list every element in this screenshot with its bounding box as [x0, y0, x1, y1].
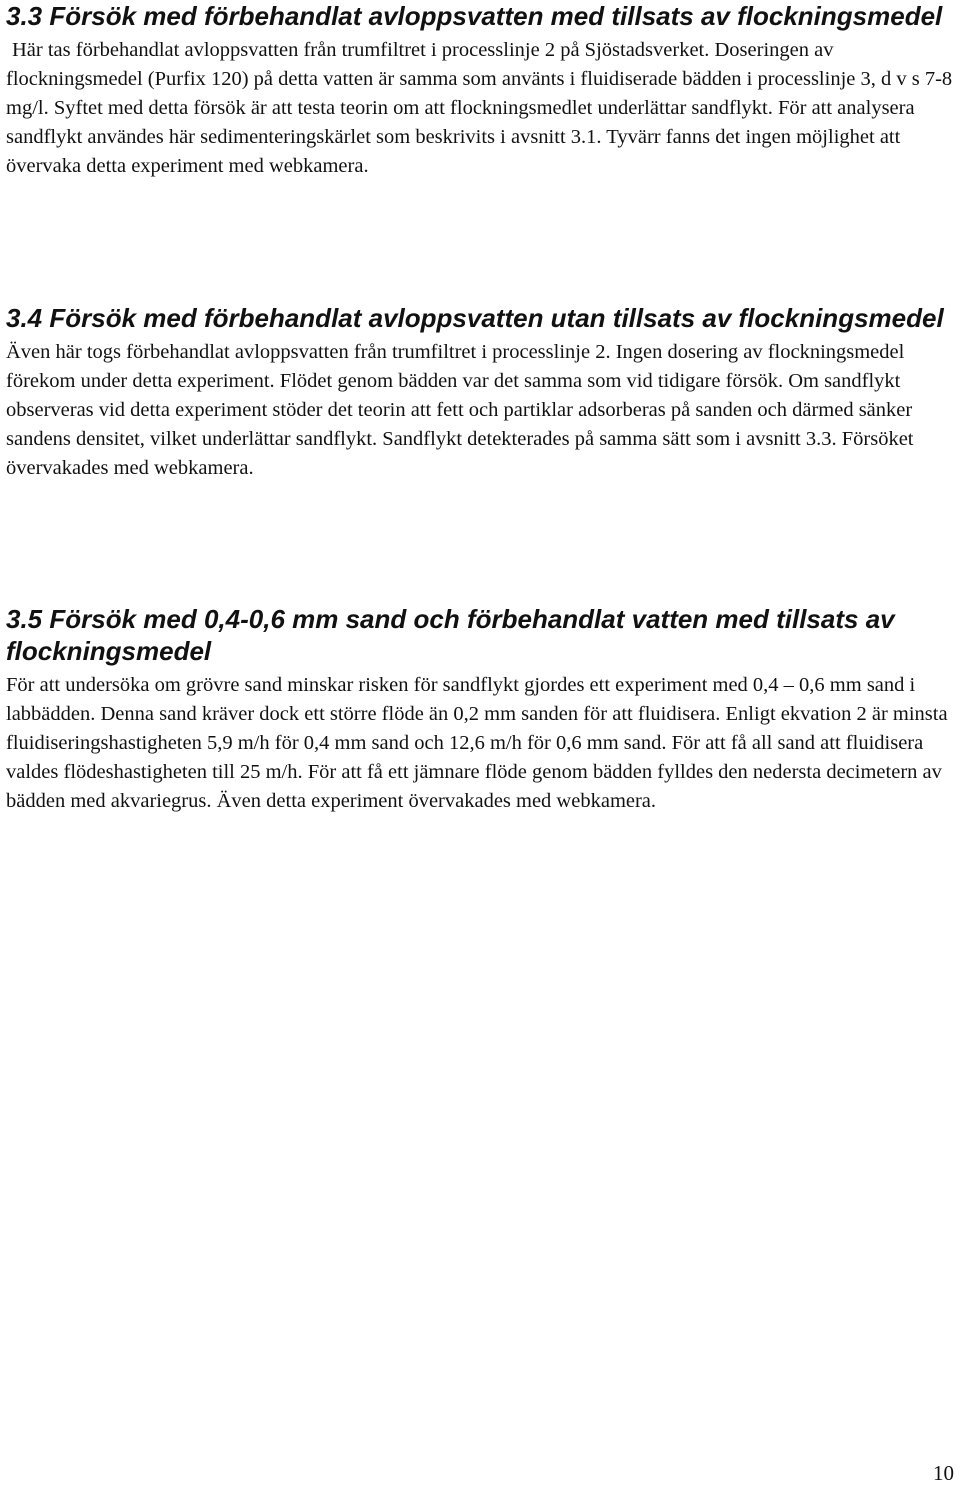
section-3-3 [6, 0, 954, 181]
section-paragraph: Här tas förbehandlat avloppsvatten från trumfiltret i processlinje 2 på Sjöstadsverket. Doseringen av flockningsmedel (Purfix 120) på detta vatten är samma som använts i fluidiserade bädden i processlinje 3, d v s 7-8 mg/l. Syftet med detta försök är att testa teorin om att flockningsmedlet underlättar sandflykt. För att analysera sandflykt användes här sedimenteringskärlet som beskrivits i avsnitt 3.1. Tyvärr fanns det ingen möjlighet att övervaka detta experiment med webkamera. [6, 39, 953, 177]
page-number: 10 [933, 1461, 954, 1485]
section-heading: 3.3 Försök med förbehandlat avloppsvatten med tillsats av flockningsmedel [6, 1, 943, 31]
section-3-5 [6, 603, 954, 816]
section-heading: 3.4 Försök med förbehandlat avloppsvatten utan tillsats av flockningsmedel [6, 303, 944, 333]
section-3-4 [6, 302, 954, 483]
section-heading: 3.5 Försök med 0,4-0,6 mm sand och förbehandlat vatten med tillsats av flockningsmedel [6, 604, 895, 666]
section-paragraph: För att undersöka om grövre sand minskar risken för sandflykt gjordes ett experiment med 0,4 – 0,6 mm sand i labbädden. Denna sand kräver dock ett större flöde än 0,2 mm sanden för att fluidisera. Enligt ekvation 2 är minsta fluidiseringshastigheten 5,9 m/h för 0,4 mm sand och 12,6 m/h för 0,6 mm sand. För att få all sand att fluidisera valdes flödeshastigheten till 25 m/h. För att få ett jämnare flöde genom bädden fylldes den nedersta decimetern av bädden med akvariegrus. Även detta experiment övervakades med webkamera. [6, 674, 948, 812]
section-paragraph: Även här togs förbehandlat avloppsvatten från trumfiltret i processlinje 2. Ingen dosering av flockningsmedel förekom under detta experiment. Flödet genom bädden var det samma som vid tidigare försök. Om sandflykt observeras vid detta experiment stöder det teorin att fett och partiklar adsorberas på sanden och därmed sänker sandens densitet, vilket underlättar sandflykt. Sandflykt detekterades på samma sätt som i avsnitt 3.3. Försöket övervakades med webkamera. [6, 341, 914, 479]
